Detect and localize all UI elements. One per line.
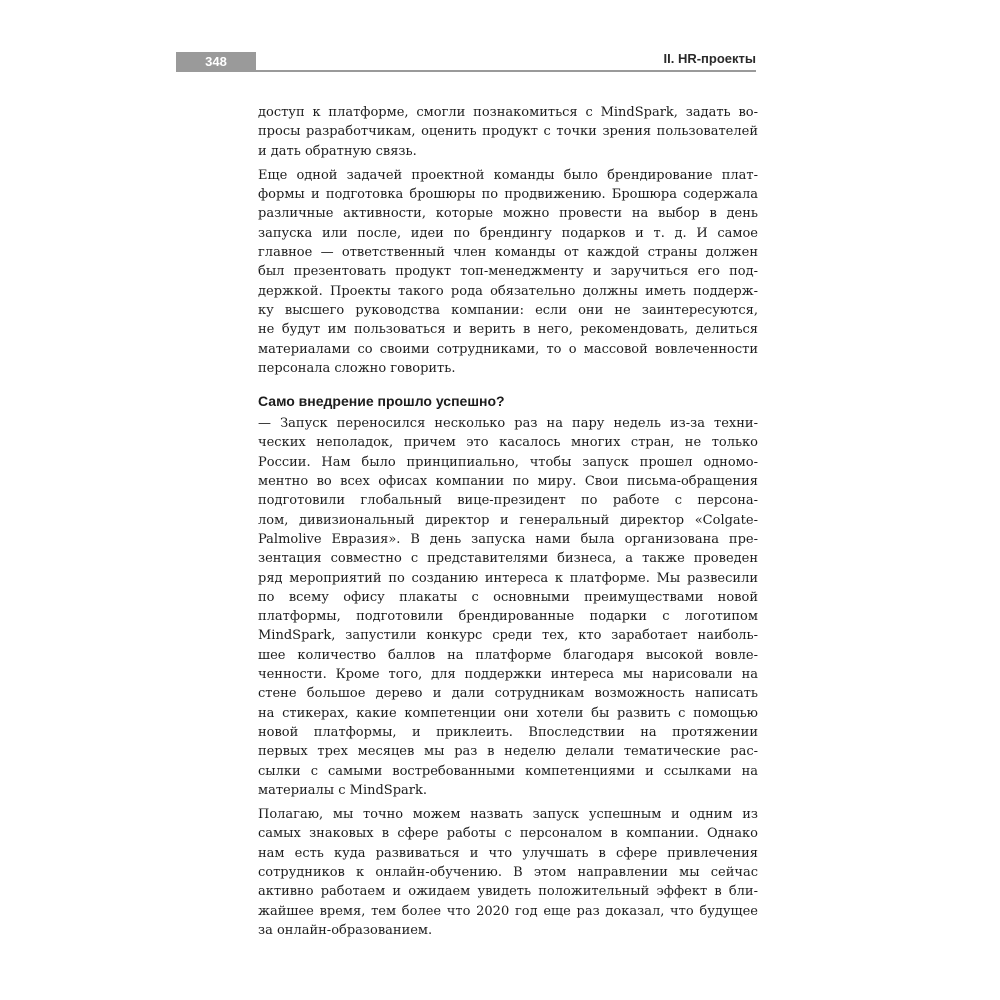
header-rule — [176, 70, 756, 72]
text-line: ментно во всех офисах компании по миру. Свои письма-обращения — [258, 474, 758, 490]
text-line: самых знаковых в сфере работы с персоналом в компании. Однако — [258, 826, 758, 842]
text-line: активно работаем и ожидаем увидеть положительный эффект в бли- — [258, 884, 758, 900]
text-line: ку высшего руководства компании: если они не заинтересуются, — [258, 302, 758, 318]
question-heading: Само внедрение прошло успешно? — [258, 393, 505, 410]
text-line: лом, дивизиональный директор и генеральный директор «Colgate- — [258, 512, 758, 528]
text-line: — Запуск переносился несколько раз на пару недель из-за техни- — [258, 416, 758, 432]
text-line: жайшее время, тем более что 2020 год еще раз доказал, что будущее — [258, 903, 758, 919]
text-line: первых трех месяцев мы раз в неделю делали тематические рас- — [258, 744, 758, 760]
text-line: персонала сложно говорить. — [258, 360, 456, 376]
text-line: подготовили глобальный вице-президент по работе с персона- — [258, 493, 758, 509]
text-line: зентация совместно с представителями бизнеса, а также проведен — [258, 551, 758, 567]
text-line: стене большое дерево и дали сотрудникам возможность написать — [258, 686, 758, 702]
text-line: не будут им пользоваться и верить в него, рекомендовать, делиться — [258, 322, 758, 338]
page-number: 348 — [176, 52, 256, 72]
text-line: материалы с MindSpark. — [258, 782, 427, 798]
paragraphs-after-heading — [258, 414, 758, 940]
text-line: MindSpark, запустили конкурс среди тех, кто заработает наиболь- — [258, 628, 758, 644]
text-line: платформы, подготовили брендированные подарки с логотипом — [258, 609, 758, 625]
running-header — [176, 50, 756, 74]
paragraph — [258, 103, 758, 161]
text-line: Palmolive Евразия». В день запуска нами была организована пре- — [258, 531, 758, 547]
text-line: и дать обратную связь. — [258, 143, 417, 159]
text-line: сотрудников к онлайн-обучению. В этом направлении мы сейчас — [258, 864, 758, 880]
text-line: держкой. Проекты такого рода обязательно должны иметь поддерж- — [258, 283, 758, 299]
paragraph — [258, 166, 758, 378]
text-line: шее количество баллов на платформе благодаря высокой вовле- — [258, 647, 758, 663]
page-body — [258, 103, 758, 945]
text-line: главное — ответственный член команды от каждой страны должен — [258, 245, 758, 261]
text-line: на стикерах, какие компетенции они хотели бы развить с помощью — [258, 705, 758, 721]
paragraph — [258, 805, 758, 940]
text-line: сылки с самыми востребованными компетенциями и ссылками на — [258, 763, 758, 779]
text-line: по всему офису плакаты с основными преимуществами новой — [258, 589, 758, 605]
text-line: был презентовать продукт топ-менеджменту и заручиться его под- — [258, 264, 758, 280]
text-line: формы и подготовка брошюры по продвижению. Брошюра содержала — [258, 187, 758, 203]
text-line: различные активности, которые можно провести на выбор в день — [258, 206, 758, 222]
section-title: II. HR-проекты — [663, 51, 756, 66]
text-line: за онлайн-образованием. — [258, 922, 433, 938]
paragraphs-before-heading — [258, 103, 758, 378]
paragraph — [258, 414, 758, 800]
text-line: нам есть куда развиваться и что улучшать в сфере привлечения — [258, 845, 758, 861]
text-line: материалами со своими сотрудниками, то о массовой вовлеченности — [258, 341, 758, 357]
text-line: России. Нам было принципиально, чтобы запуск прошел одномо- — [258, 454, 758, 470]
text-line: ченности. Кроме того, для поддержки интереса мы нарисовали на — [258, 667, 758, 683]
text-line: запуска или после, идеи по брендингу подарков и т. д. И самое — [258, 225, 758, 241]
text-line: доступ к платформе, смогли познакомиться с MindSpark, задать во- — [258, 105, 758, 120]
text-line: ческих неполадок, причем это касалось многих стран, не только — [258, 435, 758, 451]
text-line: ряд мероприятий по созданию интереса к платформе. Мы развесили — [258, 570, 758, 586]
text-line: Полагаю, мы точно можем назвать запуск успешным и одним из — [258, 807, 758, 823]
text-line: Еще одной задачей проектной команды было брендирование плат- — [258, 167, 758, 183]
text-line: просы разработчикам, оценить продукт с точки зрения пользователей — [258, 124, 758, 140]
text-line: новой платформы, и приклеить. Впоследствии на протяжении — [258, 724, 758, 740]
